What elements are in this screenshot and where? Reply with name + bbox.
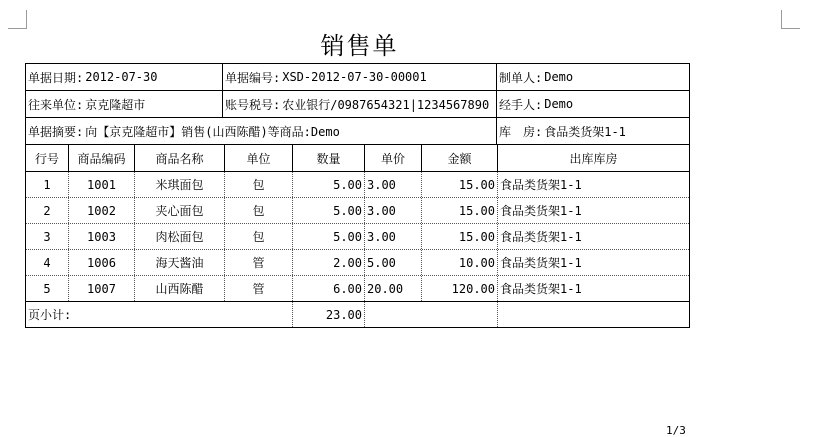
row-no: 3 [43, 229, 51, 244]
item-price: 5.00 [364, 250, 421, 275]
sales-order-sheet [25, 63, 690, 328]
row-no: 5 [43, 281, 51, 296]
item-name: 海天酱油 [134, 250, 224, 275]
table-row [26, 224, 689, 250]
item-name: 肉松面包 [134, 224, 224, 249]
summary-label: 单据摘要: [28, 124, 84, 139]
item-price: 3.00 [364, 224, 421, 249]
summary-value: 向【京克隆超市】销售(山西陈醋)等商品:Demo [85, 124, 340, 139]
partner-label: 往来单位: [28, 97, 84, 112]
subtotal-qty: 23.00 [292, 302, 364, 327]
item-name: 夹心面包 [134, 198, 224, 223]
item-price: 3.00 [364, 172, 421, 197]
header-row-1 [26, 64, 689, 91]
partner-value: 京克隆超市 [85, 97, 146, 112]
table-row [26, 276, 689, 302]
item-price: 3.00 [364, 198, 421, 223]
item-store: 食品类货架1-1 [497, 276, 689, 301]
column-header-row-no: 行号 [34, 151, 59, 166]
subtotal-blank-2 [497, 302, 689, 327]
table-row [26, 198, 689, 224]
account-cell [222, 91, 496, 117]
item-unit: 管 [224, 250, 292, 275]
doc-no-label: 单据编号: [225, 70, 281, 85]
subtotal-label: 页小计: [28, 308, 72, 322]
column-header-amount: 金额 [421, 145, 497, 171]
subtotal-blank-1 [364, 302, 497, 327]
item-amount: 15.00 [421, 224, 497, 249]
item-name: 米琪面包 [134, 172, 224, 197]
item-unit: 包 [224, 172, 292, 197]
doc-no-cell [222, 64, 496, 90]
date-value: 2012-07-30 [85, 70, 158, 84]
column-header-name: 商品名称 [134, 145, 224, 171]
handler-value: Demo [544, 97, 574, 111]
item-amount: 15.00 [421, 172, 497, 197]
column-header-unit: 单位 [224, 145, 292, 171]
item-amount: 120.00 [421, 276, 497, 301]
item-code: 1002 [68, 198, 134, 223]
column-header-store: 出库库房 [497, 145, 689, 171]
page-indicator: 1/3 [666, 424, 686, 437]
row-no: 1 [43, 177, 51, 192]
item-store: 食品类货架1-1 [497, 250, 689, 275]
item-price: 20.00 [364, 276, 421, 301]
column-header-code: 商品编码 [68, 145, 134, 171]
item-qty: 5.00 [292, 224, 364, 249]
account-value: 农业银行/0987654321|1234567890 [282, 97, 490, 112]
store-cell [496, 118, 689, 144]
subtotal-row [26, 302, 689, 327]
item-code: 1007 [68, 276, 134, 301]
item-qty: 2.00 [292, 250, 364, 275]
item-store: 食品类货架1-1 [497, 172, 689, 197]
maker-value: Demo [544, 70, 574, 84]
document-title: 销售单 [320, 32, 399, 60]
item-unit: 包 [224, 224, 292, 249]
handler-cell [496, 91, 689, 117]
item-name: 山西陈醋 [134, 276, 224, 301]
maker-label: 制单人: [499, 70, 543, 85]
account-label: 账号税号: [225, 97, 281, 112]
date-label: 单据日期: [28, 70, 84, 85]
item-store: 食品类货架1-1 [497, 224, 689, 249]
store-value: 食品类货架1-1 [544, 124, 626, 139]
item-code: 1003 [68, 224, 134, 249]
item-code: 1006 [68, 250, 134, 275]
table-row [26, 172, 689, 198]
item-amount: 10.00 [421, 250, 497, 275]
table-row [26, 250, 689, 276]
item-unit: 管 [224, 276, 292, 301]
date-cell [26, 64, 222, 90]
row-no: 4 [43, 255, 51, 270]
item-amount: 15.00 [421, 198, 497, 223]
item-unit: 包 [224, 198, 292, 223]
page-corner-mark-top-right [781, 10, 800, 29]
item-store: 食品类货架1-1 [497, 198, 689, 223]
table-header-row [26, 145, 689, 172]
summary-cell [26, 118, 496, 144]
row-no: 2 [43, 203, 51, 218]
item-qty: 5.00 [292, 198, 364, 223]
item-qty: 6.00 [292, 276, 364, 301]
header-row-3 [26, 118, 689, 145]
doc-no-value: XSD-2012-07-30-00001 [282, 70, 427, 84]
column-header-price: 单价 [364, 145, 421, 171]
item-qty: 5.00 [292, 172, 364, 197]
maker-cell [496, 64, 689, 90]
handler-label: 经手人: [499, 97, 543, 112]
store-label: 库 房: [499, 124, 543, 139]
partner-cell [26, 91, 222, 117]
column-header-qty: 数量 [292, 145, 364, 171]
item-code: 1001 [68, 172, 134, 197]
header-row-2 [26, 91, 689, 118]
